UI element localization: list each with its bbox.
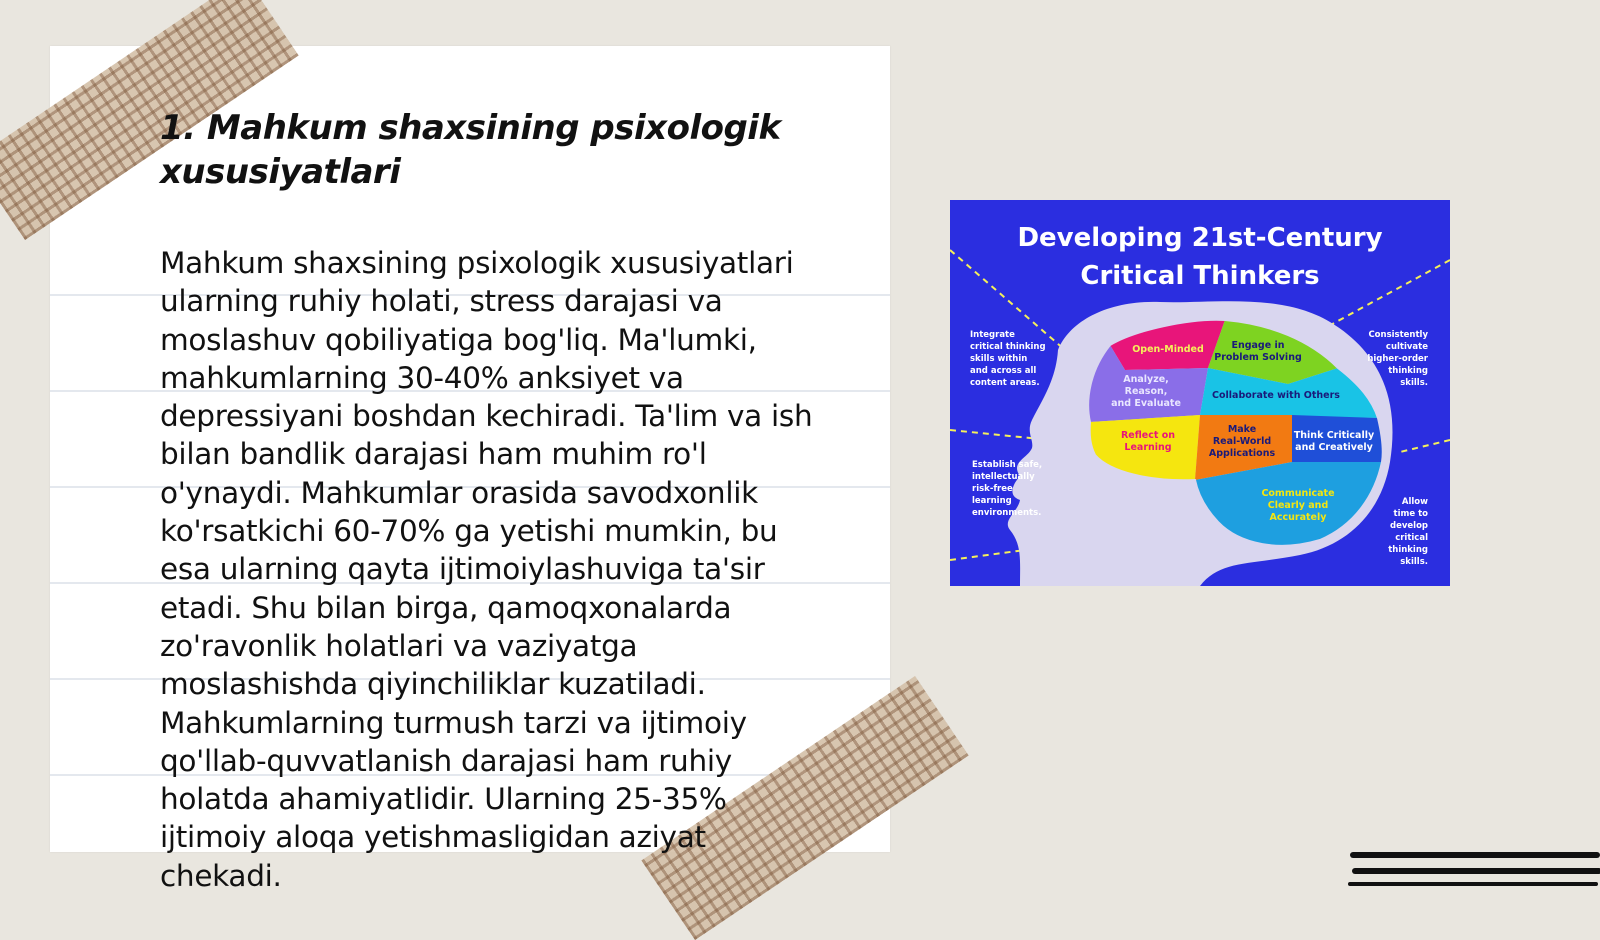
poster-note-left: Establish safe, bbox=[972, 460, 1043, 470]
body-line: holatda ahamiyatlidir. Ularning 25-35% bbox=[160, 782, 727, 817]
poster-note-right: skills. bbox=[1400, 378, 1428, 388]
poster-title-line: Developing 21st-Century bbox=[1017, 223, 1383, 253]
decorative-brush-stroke bbox=[1350, 852, 1600, 858]
body-line: chekadi. bbox=[160, 858, 282, 893]
segment-label-real-world: Real-World bbox=[1212, 436, 1272, 447]
segment-label-open-minded: Open-Minded bbox=[1132, 344, 1204, 355]
segment-label-think: and Creatively bbox=[1295, 442, 1373, 453]
poster-note-left: skills within bbox=[970, 354, 1028, 364]
body-line: mahkumlarning 30-40% anksiyet va bbox=[160, 360, 684, 395]
body-line: depressiyani boshdan kechiradi. Ta'lim va ish bbox=[160, 399, 813, 434]
segment-label-communicate: Communicate bbox=[1261, 488, 1335, 499]
poster-note-right: develop bbox=[1390, 521, 1428, 531]
body-line: ularning ruhiy holati, stress darajasi va bbox=[160, 284, 723, 319]
body-line: moslashishda qiyinchiliklar kuzatiladi. bbox=[160, 667, 706, 702]
poster-note-right: critical bbox=[1395, 533, 1428, 543]
body-line: Mahkum shaxsining psixologik xususiyatlari bbox=[160, 246, 794, 280]
poster-note-left: environments. bbox=[972, 508, 1042, 518]
decorative-brush-stroke bbox=[1348, 882, 1598, 886]
poster-note-right: thinking bbox=[1388, 366, 1428, 376]
segment-label-communicate: Accurately bbox=[1269, 512, 1327, 523]
poster-note-right: skills. bbox=[1400, 557, 1428, 567]
critical-thinkers-poster bbox=[950, 200, 1450, 586]
body-line: o'ynaydi. Mahkumlar orasida savodxonlik bbox=[160, 475, 758, 510]
segment-label-real-world: Applications bbox=[1208, 448, 1276, 459]
body-line: ko'rsatkichi 60-70% ga yetishi mumkin, bu bbox=[160, 514, 778, 549]
poster-note-left: critical thinking bbox=[970, 342, 1046, 352]
segment-label-think: Think Critically bbox=[1293, 430, 1375, 441]
poster-note-right: Allow bbox=[1401, 497, 1428, 507]
poster-title-line: Critical Thinkers bbox=[1080, 261, 1320, 291]
poster-note-right: time to bbox=[1393, 509, 1428, 519]
title-line: xususiyatlari bbox=[160, 152, 401, 192]
body-line: esa ularning qayta ijtimoiylashuviga ta'sir bbox=[160, 552, 765, 587]
segment-label-analyze: Analyze, bbox=[1123, 374, 1169, 385]
body-line: ijtimoiy aloqa yetishmasligidan aziyat bbox=[160, 820, 706, 855]
body-line: bilan bandlik darajasi ham muhim ro'l bbox=[160, 437, 707, 472]
segment-label-real-world: Make bbox=[1227, 424, 1257, 435]
poster-note-left: and across all bbox=[970, 366, 1037, 376]
poster-note-right: Consistently bbox=[1368, 330, 1428, 340]
body-line: moslashuv qobiliyatiga bog'liq. Ma'lumki, bbox=[160, 322, 757, 357]
poster-note-left: risk-free bbox=[972, 484, 1013, 494]
slide-body-text bbox=[160, 244, 840, 895]
poster-note-left: content areas. bbox=[970, 378, 1040, 388]
segment-label-engage: Engage in bbox=[1231, 340, 1285, 351]
poster-note-left: intellectually bbox=[972, 472, 1035, 482]
segment-label-reflect: Learning bbox=[1124, 442, 1172, 453]
poster-note-left: learning bbox=[972, 496, 1012, 506]
poster-note-right: higher-order bbox=[1367, 354, 1428, 364]
body-line: etadi. Shu bilan birga, qamoqxonalarda bbox=[160, 590, 732, 625]
segment-label-analyze: Reason, bbox=[1124, 386, 1168, 397]
segment-label-collaborate: Collaborate with Others bbox=[1212, 390, 1340, 401]
poster-note-left: Integrate bbox=[970, 330, 1015, 340]
decorative-brush-stroke bbox=[1352, 868, 1600, 874]
body-line: Mahkumlarning turmush tarzi va ijtimoiy bbox=[160, 705, 747, 740]
segment-label-engage: Problem Solving bbox=[1214, 352, 1302, 363]
segment-label-analyze: and Evaluate bbox=[1111, 398, 1181, 409]
poster-note-right: thinking bbox=[1388, 545, 1428, 555]
body-line: zo'ravonlik holatlari va vaziyatga bbox=[160, 628, 638, 663]
segment-label-communicate: Clearly and bbox=[1267, 500, 1329, 511]
title-line: 1. Mahkum shaxsining psixologik bbox=[160, 108, 781, 148]
body-line: qo'llab-quvvatlanish darajasi ham ruhiy bbox=[160, 743, 732, 778]
poster-note-right: cultivate bbox=[1385, 342, 1428, 352]
poster-illustration bbox=[950, 200, 1450, 586]
segment-label-reflect: Reflect on bbox=[1120, 430, 1176, 441]
slide-title bbox=[160, 106, 860, 194]
